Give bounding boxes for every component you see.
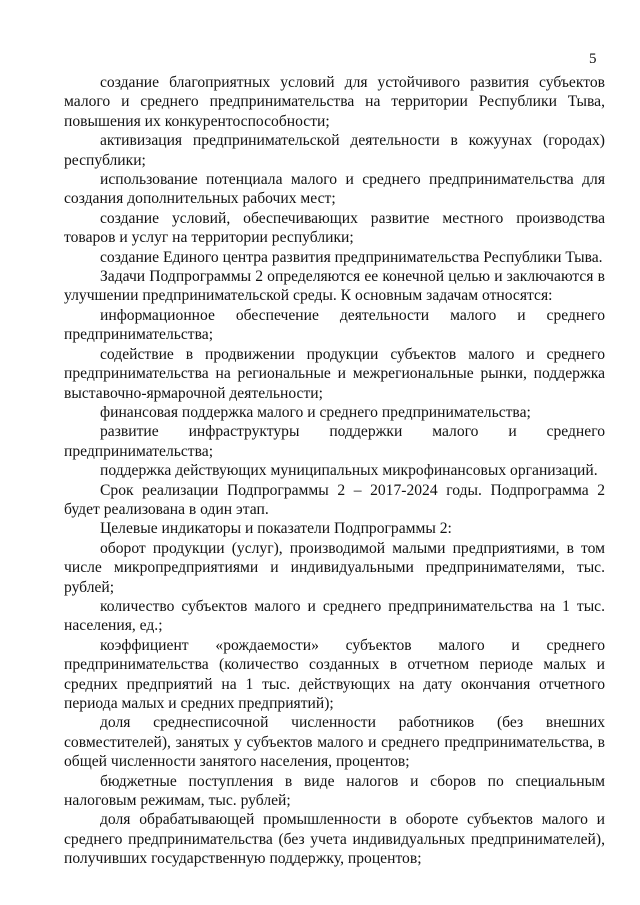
paragraph-task-information: информационное обеспечение деятельности малого и среднего предпринимательства; bbox=[64, 306, 605, 344]
paragraph-goal-favorable-conditions: создание благоприятных условий для устойчивого развития субъектов малого и среднего предпринимательства на территории Республики Тыва, повышения их конкурентоспособности; bbox=[64, 74, 605, 130]
paragraph-task-financial-support: финансовая поддержка малого и среднего предпринимательства; bbox=[100, 403, 531, 421]
paragraph-indicator-count: количество субъектов малого и среднего предпринимательства на 1 тыс. населения, ед.; bbox=[64, 597, 605, 635]
paragraph-task-microfinance: поддержка действующих муниципальных микрофинансовых организаций. bbox=[100, 462, 598, 480]
paragraph-indicator-employment-share: доля среднесписочной численности работников (без внешних совместителей), занятых у субъектов малого и среднего предпринимательства, в общей численности занятого населения, процентов; bbox=[64, 714, 605, 771]
paragraph-indicator-birth-rate: коэффициент «рождаемости» субъектов малого и среднего предпринимательства (количество созданных в отчетном периоде малых и средних предприятий на 1 тыс. действующих на дату окончания отчетного периода малых и средних предприятий); bbox=[64, 636, 605, 712]
paragraph-task-promotion: содействие в продвижении продукции субъектов малого и среднего предпринимательства на региональные и межрегиональные рынки, поддержка выставочно-ярмарочной деятельности; bbox=[64, 345, 605, 402]
paragraph-tasks-intro: Задачи Подпрограммы 2 определяются ее конечной целью и заключаются в улучшении предпринимательской среды. К основным задачам относятся: bbox=[64, 268, 605, 305]
paragraph-goal-activation: активизация предпринимательской деятельности в кожуунах (городах) республики; bbox=[64, 132, 605, 169]
paragraph-goal-local-production: создание условий, обеспечивающих развитие местного производства товаров и услуг на территории республики; bbox=[64, 209, 605, 247]
paragraph-indicator-manufacturing-share: доля обрабатывающей промышленности в обороте субъектов малого и среднего предпринимательства (без учета индивидуальных предпринимателей), получивших государственную поддержку, процентов; bbox=[64, 811, 605, 868]
paragraph-goal-unified-center: создание Единого центра развития предпринимательства Республики Тыва. bbox=[100, 248, 603, 266]
paragraph-indicators-intro: Целевые индикаторы и показатели Подпрограммы 2: bbox=[100, 520, 452, 538]
page-number: 5 bbox=[589, 51, 597, 67]
paragraph-indicator-tax-revenue: бюджетные поступления в виде налогов и сборов по специальным налоговым режимам, тыс. рублей; bbox=[64, 772, 605, 810]
paragraph-task-infrastructure: развитие инфраструктуры поддержки малого и среднего предпринимательства; bbox=[64, 423, 605, 460]
paragraph-implementation-period: Срок реализации Подпрограммы 2 – 2017-2024 годы. Подпрограмма 2 будет реализована в один этап. bbox=[64, 481, 605, 518]
paragraph-indicator-turnover: оборот продукции (услуг), производимой малыми предприятиями, в том числе микропредприятиями и индивидуальными предпринимателями, тыс. рублей; bbox=[64, 539, 605, 596]
paragraph-goal-jobs: использование потенциала малого и среднего предпринимательства для создания дополнительных рабочих мест; bbox=[64, 171, 605, 208]
document-body bbox=[64, 73, 605, 869]
